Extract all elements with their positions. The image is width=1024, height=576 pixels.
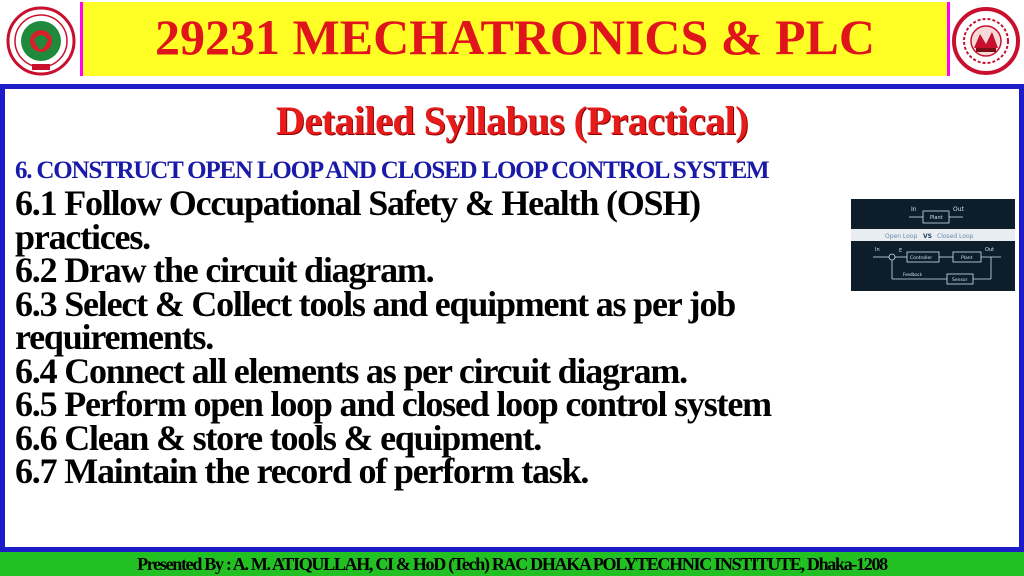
closed-in-label: In — [875, 247, 880, 253]
list-item: 6.5 Perform open loop and closed loop control system — [15, 384, 771, 424]
list-item: 6.7 Maintain the record of perform task. — [15, 451, 589, 491]
caption-closed-loop: Closed Loop — [937, 233, 974, 240]
list-item: 6.3 Select & Collect tools and equipment as per job — [15, 283, 736, 324]
open-plant-label: Plant — [930, 215, 943, 221]
course-title: 29231 MECHATRONICS & PLC — [155, 9, 875, 65]
presenter-credit: Presented By : A. M. ATIQULLAH, CI & HoD (Tech) RAC DHAKA POLYTECHNIC INSTITUTE, Dhaka-1208 — [137, 554, 887, 574]
open-in-label: In — [911, 206, 917, 213]
polytechnic-institute-logo — [952, 4, 1020, 78]
closed-out-label: Out — [985, 247, 995, 253]
sensor-label: Sensor — [952, 278, 968, 283]
government-seal-logo — [6, 6, 76, 76]
caption-open-loop: Open Loop — [885, 233, 918, 240]
title-band — [80, 2, 950, 76]
list-item: 6.6 Clean & store tools & equipment. — [15, 417, 542, 458]
caption-vs: VS — [923, 233, 932, 240]
presenter-footer — [0, 552, 1024, 576]
slide-subtitle: Detailed Syllabus (Practical) — [275, 98, 749, 143]
content-frame — [0, 84, 1024, 552]
section-heading: 6. CONSTRUCT OPEN LOOP AND CLOSED LOOP CONTROL SYSTEM — [15, 157, 769, 184]
feedback-label: Feedback — [903, 272, 923, 277]
open-out-label: Out — [953, 206, 964, 213]
list-item: practices. — [15, 216, 150, 257]
open-vs-closed-loop-diagram — [851, 199, 1015, 291]
list-item: 6.4 Connect all elements as per circuit diagram. — [15, 350, 687, 391]
controller-label: Controller — [910, 256, 933, 261]
list-item: requirements. — [15, 317, 214, 357]
list-item: 6.2 Draw the circuit diagram. — [15, 250, 434, 290]
closed-plant-label: Plant — [961, 256, 973, 261]
slide-header — [0, 0, 1024, 84]
closed-error-label: E — [899, 248, 903, 254]
list-item: 6.1 Follow Occupational Safety & Health (OSH) — [15, 183, 700, 223]
